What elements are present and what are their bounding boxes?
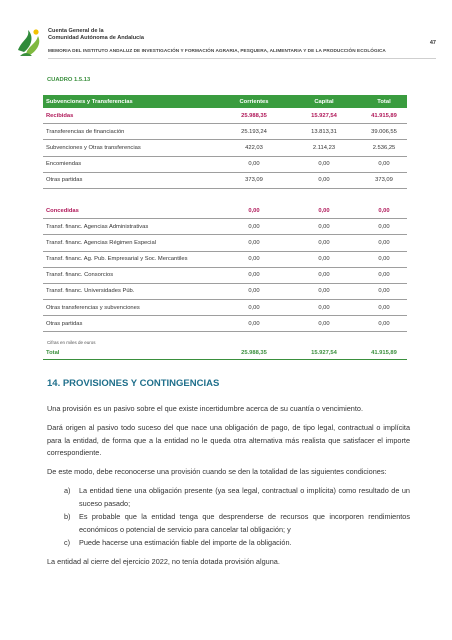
junta-andalucia-logo-icon bbox=[16, 28, 42, 58]
cell-corrientes: 0,00 bbox=[221, 283, 287, 299]
cell-capital: 15.927,54 bbox=[287, 108, 361, 124]
cell-total: 0,00 bbox=[361, 316, 407, 332]
spacer-row bbox=[43, 188, 407, 203]
cell-corrientes: 422,03 bbox=[221, 140, 287, 156]
list-item-text: Es probable que la entidad tenga que desprenderse de recursos que incorporen rendimientos económicos o potencial de servicio para cancelar tal obligación; y bbox=[79, 512, 410, 534]
cell-total: 0,00 bbox=[361, 283, 407, 299]
table-row bbox=[43, 219, 407, 235]
row-label: Transf. financ. Universidades Púb. bbox=[43, 283, 221, 299]
cell-capital: 0,00 bbox=[287, 203, 361, 219]
subvenciones-table bbox=[43, 95, 407, 360]
row-label: Recibidas bbox=[43, 108, 221, 124]
row-label: Subvenciones y Otras transferencias bbox=[43, 140, 221, 156]
page-number: 47 bbox=[429, 40, 436, 46]
cell-capital: 13.813,31 bbox=[287, 124, 361, 140]
cell-corrientes: 0,00 bbox=[221, 316, 287, 332]
cell-capital: 0,00 bbox=[287, 267, 361, 283]
cell-total: 0,00 bbox=[361, 203, 407, 219]
cell-corrientes: 25.988,35 bbox=[221, 346, 287, 360]
org-line-2: Comunidad Autónoma de Andalucía bbox=[48, 35, 144, 41]
row-label: Transf. financ. Ag. Pub. Empresarial y Soc. Mercantiles bbox=[43, 251, 221, 267]
cell-total: 39.006,55 bbox=[361, 124, 407, 140]
table-footnote: Cifras en miles de euros bbox=[47, 340, 96, 345]
cell-capital: 0,00 bbox=[287, 300, 361, 316]
cell-capital: 0,00 bbox=[287, 235, 361, 251]
cell-corrientes: 25.193,24 bbox=[221, 124, 287, 140]
cell-capital: 0,00 bbox=[287, 219, 361, 235]
page-header bbox=[16, 22, 436, 62]
col-header-concept: Subvenciones y Transferencias bbox=[43, 95, 221, 108]
row-label: Total bbox=[43, 346, 221, 360]
header-divider bbox=[48, 58, 436, 59]
cell-capital: 0,00 bbox=[287, 156, 361, 172]
cell-total: 373,09 bbox=[361, 172, 407, 188]
cell-corrientes: 0,00 bbox=[221, 203, 287, 219]
cell-capital: 15.927,54 bbox=[287, 346, 361, 360]
cell-capital: 2.114,23 bbox=[287, 140, 361, 156]
cell-corrientes: 0,00 bbox=[221, 251, 287, 267]
paragraph: Dará origen al pasivo todo suceso del que nace una obligación de pago, de tipo legal, contractual o implícita para la entidad, de forma que a la entidad no le queda otra alternativa más realista que satisfacer el importe correspondiente. bbox=[47, 423, 410, 458]
cell-capital: 0,00 bbox=[287, 172, 361, 188]
cell-corrientes: 373,09 bbox=[221, 172, 287, 188]
table-row bbox=[43, 235, 407, 251]
section-row-recibidas bbox=[43, 108, 407, 124]
col-header-capital: Capital bbox=[287, 95, 361, 108]
cell-total: 0,00 bbox=[361, 219, 407, 235]
row-label: Transf. financ. Consorcios bbox=[43, 267, 221, 283]
list-item bbox=[64, 485, 410, 510]
col-header-corrientes: Corrientes bbox=[221, 95, 287, 108]
cell-corrientes: 0,00 bbox=[221, 156, 287, 172]
table-row bbox=[43, 283, 407, 299]
paragraph: Una provisión es un pasivo sobre el que existe incertidumbre acerca de su cuantía o vencimiento. bbox=[47, 404, 363, 413]
section-heading: 14. PROVISIONES Y CONTINGENCIAS bbox=[47, 378, 220, 389]
table-caption: CUADRO 1.5.13 bbox=[47, 77, 91, 83]
cell-capital: 0,00 bbox=[287, 283, 361, 299]
cell-corrientes: 25.988,35 bbox=[221, 108, 287, 124]
cell-capital: 0,00 bbox=[287, 251, 361, 267]
spacer-row bbox=[43, 332, 407, 347]
section-row-concedidas bbox=[43, 203, 407, 219]
cell-corrientes: 0,00 bbox=[221, 300, 287, 316]
cell-corrientes: 0,00 bbox=[221, 235, 287, 251]
cell-total: 41.915,89 bbox=[361, 108, 407, 124]
list-item-text: La entidad tiene una obligación presente (ya sea legal, contractual o implícita) como resultado de un suceso pasado; bbox=[79, 486, 410, 508]
memoria-title: MEMORIA DEL INSTITUTO ANDALUZ DE INVESTIGACIÓN Y FORMACIÓN AGRARIA, PESQUERA, ALIMENTARIA Y DE LA PRODUCCIÓN ECOLÓGICA bbox=[48, 48, 386, 53]
table-header-row bbox=[43, 95, 407, 108]
col-header-total: Total bbox=[361, 95, 407, 108]
list-marker: c) bbox=[64, 538, 71, 548]
row-label: Otras transferencias y subvenciones bbox=[43, 300, 221, 316]
table-row bbox=[43, 140, 407, 156]
cell-total: 0,00 bbox=[361, 300, 407, 316]
cell-total: 0,00 bbox=[361, 251, 407, 267]
list-item-text: Puede hacerse una estimación fiable del importe de la obligación. bbox=[79, 538, 292, 548]
section-body bbox=[47, 403, 410, 575]
row-label: Transf. financ. Agencias Administrativas bbox=[43, 219, 221, 235]
list-item bbox=[64, 537, 410, 549]
cell-corrientes: 0,00 bbox=[221, 219, 287, 235]
cell-corrientes: 0,00 bbox=[221, 267, 287, 283]
cell-total: 0,00 bbox=[361, 267, 407, 283]
table-row bbox=[43, 156, 407, 172]
table-row bbox=[43, 251, 407, 267]
cell-capital: 0,00 bbox=[287, 316, 361, 332]
table-row bbox=[43, 300, 407, 316]
cell-total: 0,00 bbox=[361, 235, 407, 251]
list-marker: a) bbox=[64, 486, 71, 496]
row-label: Otras partidas bbox=[43, 172, 221, 188]
cell-total: 41.915,89 bbox=[361, 346, 407, 360]
cell-total: 0,00 bbox=[361, 156, 407, 172]
table-row bbox=[43, 267, 407, 283]
total-row bbox=[43, 346, 407, 360]
organization-name bbox=[48, 28, 144, 42]
list-marker: b) bbox=[64, 512, 71, 522]
paragraph: De este modo, debe reconocerse una provisión cuando se den la totalidad de las siguientes condiciones: bbox=[47, 467, 387, 477]
list-item bbox=[64, 511, 410, 536]
org-line-1: Cuenta General de la bbox=[48, 28, 104, 34]
conditions-list bbox=[47, 485, 410, 549]
row-label: Concedidas bbox=[43, 203, 221, 219]
row-label: Otras partidas bbox=[43, 316, 221, 332]
row-label: Encomiendas bbox=[43, 156, 221, 172]
row-label: Transferencias de financiación bbox=[43, 124, 221, 140]
paragraph: La entidad al cierre del ejercicio 2022, no tenía dotada provisión alguna. bbox=[47, 557, 280, 567]
table-row bbox=[43, 316, 407, 332]
table-row bbox=[43, 124, 407, 140]
cell-total: 2.536,25 bbox=[361, 140, 407, 156]
table-row bbox=[43, 172, 407, 188]
row-label: Transf. financ. Agencias Régimen Especial bbox=[43, 235, 221, 251]
